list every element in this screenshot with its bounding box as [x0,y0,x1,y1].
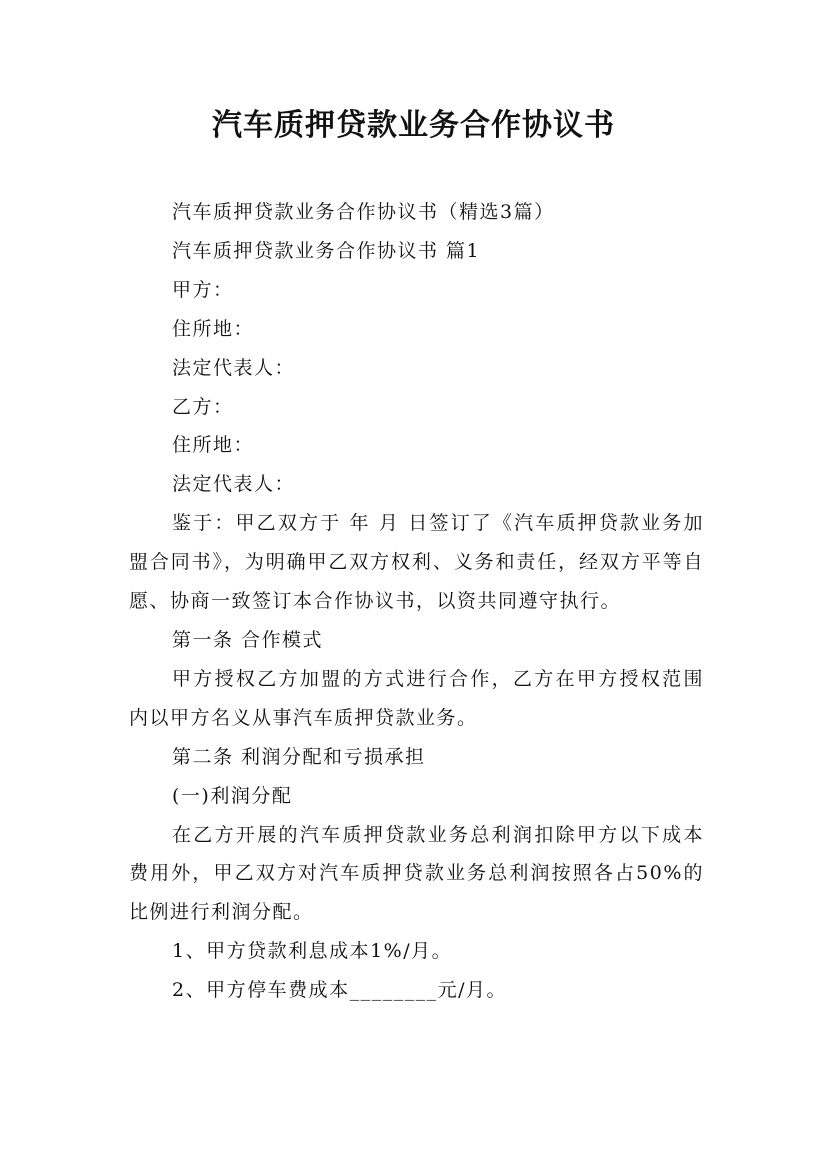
party-a-representative: 法定代表人： [172,356,296,379]
list-item-2: 2、甲方停车费成本________元/月。 [172,979,507,1002]
party-b-address: 住所地： [172,434,255,457]
party-a-label: 甲方： [172,278,234,301]
article-1-body: 甲方授权乙方加盟的方式进行合作，乙方在甲方授权范围内以甲方名义从事汽车质押贷款业务。 [129,667,704,729]
list-item-1: 1、甲方贷款利息成本1%/月。 [172,940,453,963]
article-1-heading: 第一条 合作模式 [172,628,324,651]
article-2-body: 在乙方开展的汽车质押贷款业务总利润扣除甲方以下成本费用外，甲乙双方对汽车质押贷款业务总利润按照各占50%的比例进行利润分配。 [129,823,704,924]
party-b-representative: 法定代表人： [172,473,296,496]
paragraph-preamble: 鉴于：甲乙双方于 年 月 日签订了《汽车质押贷款业务加盟合同书》，为明确甲乙双方权利、义务和责任，经双方平等自愿、协商一致签订本合作协议书，以资共同遵守执行。 [129,512,704,613]
article-2-heading: 第二条 利润分配和亏损承担 [172,745,426,768]
paragraph-section-heading: 汽车质押贷款业务合作协议书 篇1 [172,239,481,262]
party-b-label: 乙方： [172,395,234,418]
party-a-address: 住所地： [172,317,255,340]
document-title: 汽车质押贷款业务合作协议书 [212,108,615,143]
article-2-subheading: (一)利润分配 [172,784,293,807]
document-body [129,193,704,1010]
paragraph-intro: 汽车质押贷款业务合作协议书（精选3篇） [172,201,555,223]
